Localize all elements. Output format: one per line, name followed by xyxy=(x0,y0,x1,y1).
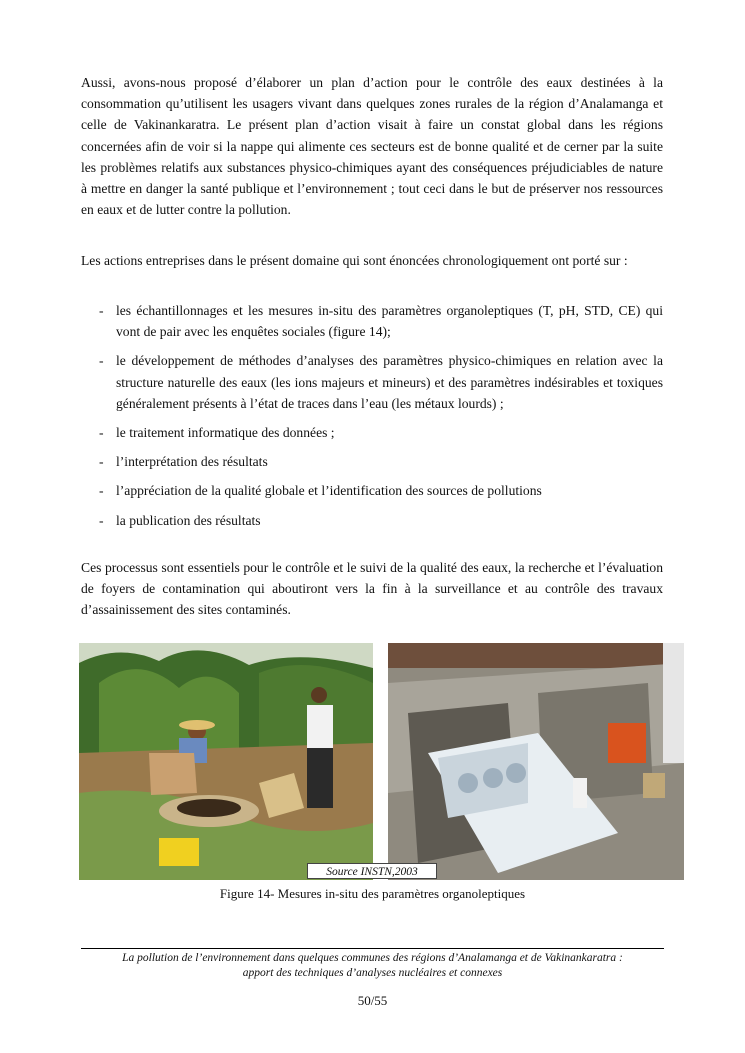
footer-divider xyxy=(81,948,664,949)
footer-line-1: La pollution de l’environnement dans quelques communes des régions d’Analamanga et de Vakinankaratra : xyxy=(122,952,623,964)
paragraph-intro xyxy=(81,72,663,220)
figure-caption: Figure 14- Mesures in-situ des paramètres organoleptiques xyxy=(219,886,526,901)
list-item-text: les échantillonnages et les mesures in-situ des paramètres organoleptiques (T, pH, STD, CE) qui vont de pair avec les enquêtes sociales (figure 14); xyxy=(116,303,663,340)
measurement-kit-illustration xyxy=(388,643,684,880)
list-item xyxy=(81,350,663,414)
paragraph-intro-text: Aussi, avons-nous proposé d’élaborer un plan d’action pour le contrôle des eaux destinées à la consommation qu’utilisent les usagers vivant dans quelques zones rurales de la région d’Analamanga et celle de Vakinankaratra. Le présent plan d’action visait à faire un constat global dans les régions concernées afin de voir si la nappe qui alimente ces secteurs est de bonne qualité et de cerner par la suite les problèmes relatifs aux substances physico-chimiques ayant des conséquences préjudiciables de nature à mettre en danger la santé publique et l’environnement ; tout ceci dans le but de préserver nos ressources en eaux et de lutter contre la pollution. xyxy=(81,75,663,218)
list-item xyxy=(81,300,663,342)
footer xyxy=(81,951,664,981)
footer-line-2: apport des techniques d’analyses nucléaires et connexes xyxy=(242,967,503,979)
bullet-dash: - xyxy=(99,353,104,369)
paragraph-conclusion-text: Ces processus sont essentiels pour le contrôle et le suivi de la qualité des eaux, la recherche et l’évaluation de foyers de contamination qui aboutiront vers la fin à la surveillance et au contrôle des travaux d’assainissement des sites contaminés. xyxy=(81,560,663,618)
bullet-dash: - xyxy=(99,303,104,318)
bullet-dash: - xyxy=(99,454,104,470)
list-item-text: l’appréciation de la qualité globale et l’identification des sources de pollutions xyxy=(116,483,542,499)
actions-list xyxy=(81,300,663,539)
bullet-dash: - xyxy=(99,425,104,441)
list-item xyxy=(81,480,663,501)
list-item xyxy=(81,451,663,472)
list-item xyxy=(81,422,663,443)
photo-well-sampling xyxy=(79,643,373,880)
paragraph-actions xyxy=(81,250,663,271)
list-item-text: la publication des résultats xyxy=(116,512,261,528)
figure-source-label: Source INSTN,2003 xyxy=(307,863,437,879)
paragraph-conclusion xyxy=(81,557,663,621)
list-item-text: le traitement informatique des données ; xyxy=(116,425,335,441)
list-item xyxy=(81,510,663,531)
bullet-dash: - xyxy=(99,512,104,528)
photo-measurement-kit xyxy=(388,643,684,880)
list-item-text: le développement de méthodes d’analyses des paramètres physico-chimiques en relation avec la structure naturelle des eaux (les ions majeurs et mineurs) et des paramètres indésirables et toxiques généralement présents à l’état de traces dans l’eau (les métaux lourds) ; xyxy=(116,353,663,411)
page-number: 50/55 xyxy=(357,993,388,1008)
bullet-dash: - xyxy=(99,483,104,499)
well-sampling-illustration xyxy=(79,643,373,880)
list-item-text: l’interprétation des résultats xyxy=(116,454,268,470)
paragraph-actions-text: Les actions entreprises dans le présent domaine qui sont énoncées chronologiquement ont porté sur : xyxy=(81,253,628,268)
